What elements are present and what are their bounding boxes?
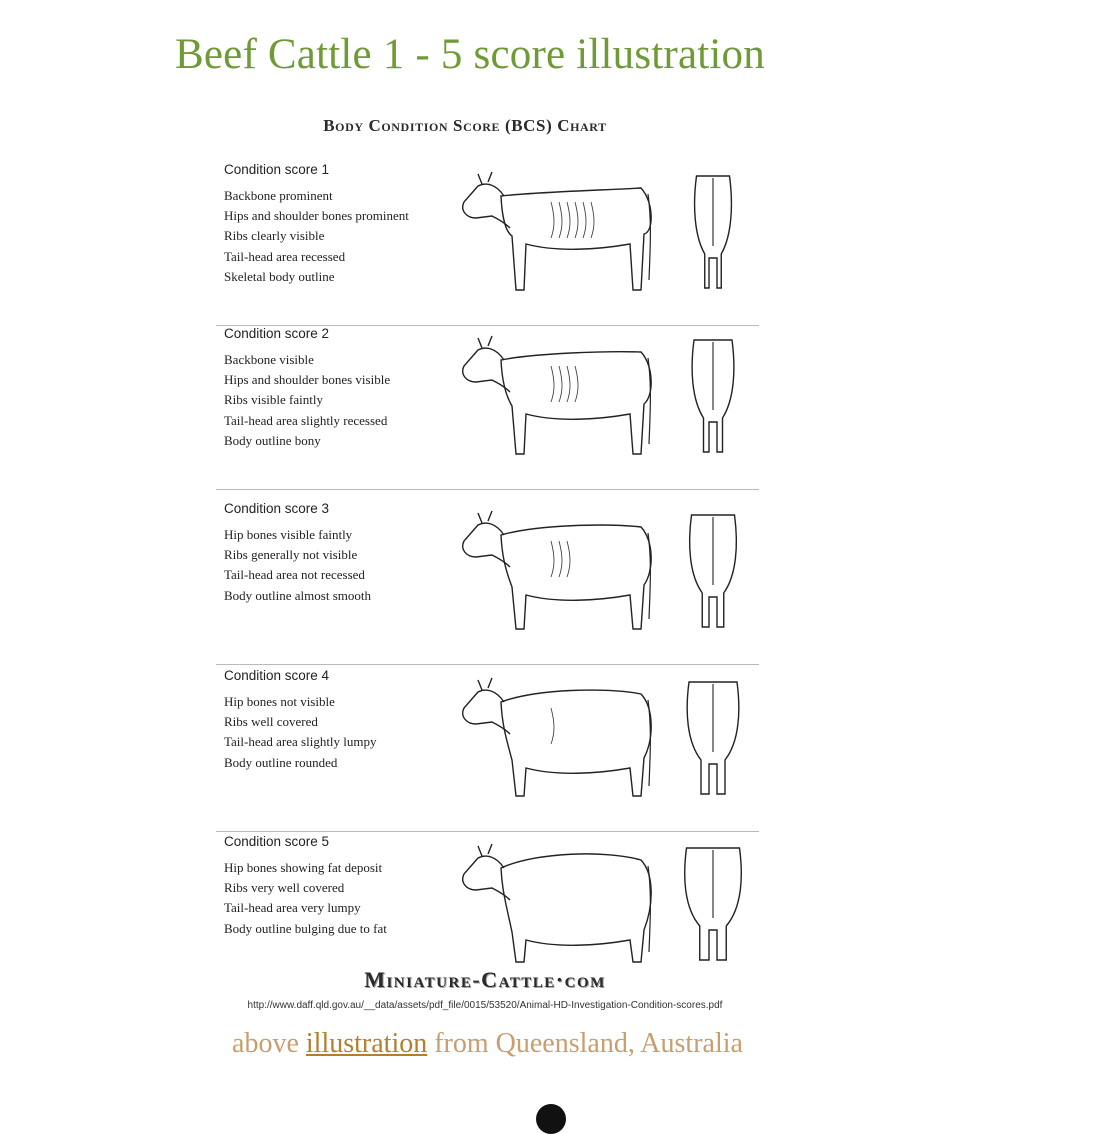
condition-criterion: Tail-head area not recessed [224, 567, 365, 583]
condition-criteria-list [224, 350, 390, 451]
cow-rear-view-icon [676, 330, 751, 460]
condition-criterion: Hip bones showing fat deposit [224, 860, 383, 875]
condition-criterion: Backbone visible [224, 352, 314, 367]
miniature-cattle-logo: Miniature-Cattle·com [364, 967, 606, 992]
caption-suffix: from Queensland, Australia [427, 1028, 743, 1059]
condition-criterion: Hips and shoulder bones visible [224, 372, 391, 388]
condition-criteria-list [224, 692, 377, 773]
condition-criterion: Hip bones visible faintly [224, 527, 353, 542]
condition-score-title: Condition score 3 [224, 501, 330, 516]
condition-criterion: Tail-head area slightly lumpy [224, 734, 377, 750]
condition-score-section [216, 162, 759, 326]
condition-criterion: Tail-head area slightly recessed [224, 412, 388, 428]
condition-criterion: Hip bones not visible [224, 694, 335, 709]
cow-side-view-icon [456, 326, 671, 461]
condition-criterion: Backbone prominent [224, 188, 333, 203]
condition-score-section [216, 501, 759, 665]
caption [0, 1028, 975, 1060]
section-divider [216, 664, 759, 665]
source-url: http://www.daff.qld.gov.au/__data/assets/pdf_file/0015/53520/Animal-HD-Investigation-Condition-scores.pdf [247, 1000, 723, 1011]
condition-criterion: Ribs clearly visible [224, 228, 325, 244]
condition-criteria-list [224, 858, 387, 939]
bcs-chart-image [205, 105, 765, 1020]
cow-rear-view-icon [676, 672, 751, 802]
cow-side-view-icon [456, 501, 671, 636]
condition-score-section [216, 668, 759, 832]
cow-side-view-icon [456, 162, 671, 297]
condition-score-title: Condition score 5 [224, 834, 330, 849]
cow-side-view-icon [456, 668, 671, 803]
caption-prefix: above [232, 1028, 306, 1059]
condition-criterion: Tail-head area recessed [224, 248, 346, 264]
condition-criterion: Tail-head area very lumpy [224, 900, 361, 916]
cow-rear-view-icon [676, 166, 751, 296]
cow-side-view-icon [456, 834, 671, 969]
cow-rear-view-icon [676, 505, 751, 635]
condition-criterion: Hips and shoulder bones prominent [224, 208, 409, 224]
condition-criterion: Body outline almost smooth [224, 587, 371, 603]
cow-rear-view-icon [676, 838, 751, 968]
condition-score-title: Condition score 4 [224, 668, 330, 683]
condition-score-section [216, 326, 759, 490]
condition-score-title: Condition score 1 [224, 162, 330, 177]
section-divider [216, 489, 759, 490]
condition-score-title: Condition score 2 [224, 326, 330, 341]
condition-criterion: Ribs very well covered [224, 880, 345, 896]
partial-logo-icon [536, 1104, 566, 1134]
condition-criteria-list [224, 525, 371, 606]
condition-criterion: Ribs well covered [224, 714, 318, 730]
condition-criterion: Ribs generally not visible [224, 547, 358, 563]
condition-criterion: Ribs visible faintly [224, 392, 323, 408]
condition-criterion: Body outline bulging due to fat [224, 920, 387, 936]
condition-criterion: Skeletal body outline [224, 268, 335, 284]
chart-title: Body Condition Score (BCS) Chart [323, 116, 607, 135]
condition-criteria-list [224, 186, 409, 287]
condition-criterion: Body outline bony [224, 432, 321, 448]
section-divider [216, 831, 759, 832]
page-title: Beef Cattle 1 - 5 score illustration [175, 31, 765, 78]
illustration-link[interactable]: illustration [305, 1028, 428, 1059]
condition-criterion: Body outline rounded [224, 754, 338, 770]
